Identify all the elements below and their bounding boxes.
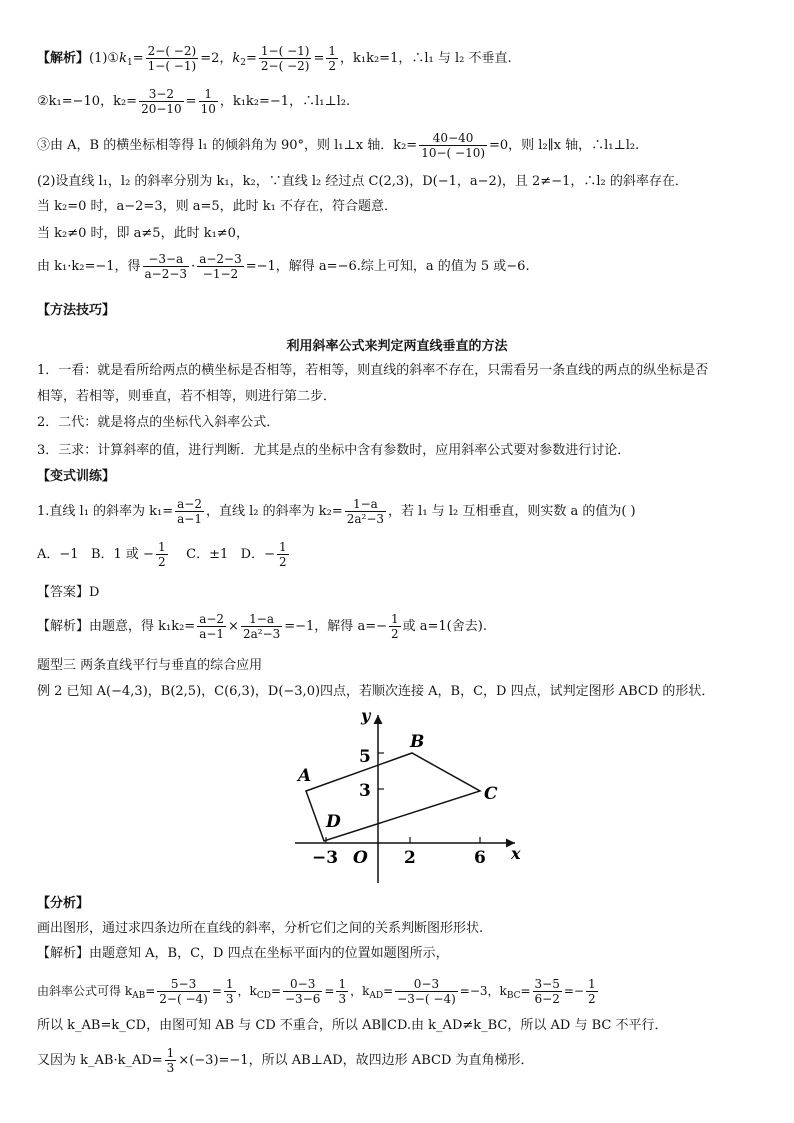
solution-line-2: ②k₁=−10，k₂= $\frac{3-2}{20-10}$ = $\frac{1}{10}$ ，k₁k₂=−1，∴l₁⊥l₂.: [37, 87, 351, 116]
fraction: $\frac{1-a}{\text{2a²−3}}$: [242, 612, 281, 641]
option-a[interactable]: A．−1: [37, 547, 79, 562]
solution-line-5: 当 k₂=0 时，a−2=3，则 a=5，此时 k₁ 不存在，符合题意．: [37, 199, 397, 214]
analysis-text: 画出图形，通过求四条边所在直线的斜率，分析它们之间的关系判断图形形状.: [37, 921, 484, 936]
method-item-2: 2．二代：就是将点的坐标代入斜率公式．: [37, 415, 280, 430]
point-c-label: C: [484, 784, 498, 804]
origin-label: O: [353, 848, 368, 868]
question-1: 1.直线 l₁ 的斜率为 k₁= $\frac{a-2}{a-1}$ ，直线 l₂ 的斜率为 k₂= $\frac{1-a}{\text{2a²−3}}$ ，若 l₁ 与 l₂ 互相垂直，则实数 a 的值为( ): [37, 497, 636, 526]
method-item-3: 3．三求：计算斜率的值，进行判断．尤其是点的坐标中含有参数时，应用斜率公式要对参数进行讨论．: [37, 443, 631, 458]
fraction: $\frac{3-2}{20-10}$: [141, 87, 182, 116]
coordinate-figure: [290, 703, 530, 888]
option-d[interactable]: D．− $\frac{1}{2}$: [240, 540, 287, 569]
variant-label: 【变式训练】: [37, 469, 116, 484]
tick-label-6: 6: [474, 848, 486, 868]
fraction: $\frac{-3-a}{a-2-3}$: [144, 252, 188, 281]
fraction: $\frac{1}{2}$: [328, 44, 336, 73]
options-row: [37, 540, 291, 569]
analysis-section-label: 【分析】: [37, 896, 90, 911]
option-b[interactable]: B．1 或 − $\frac{1}{2}$: [90, 540, 166, 569]
fraction: $\frac{a-2}{a-1}$: [199, 612, 225, 641]
y-axis-label: y: [361, 706, 371, 725]
solution-line-3: ③由 A，B 的横坐标相等得 l₁ 的倾斜角为 90°，则 l₁⊥x 轴．k₂= $\frac{40-40}{10-( -10)}$ =0，则 l₂∥x 轴，∴l₁⊥l₂.: [37, 131, 640, 160]
solution-line-10: 由斜率公式可得 $k_{AB}=$ $\frac{5-3}{2-( -4)}$ = $\frac{1}{3}$ ，$k_{CD}=$ $\frac{0-3}{-3-6}$ = $\frac{1}{3}$ ，$k_{AD}=$ $\frac{0-3}{-3-( -4)}$ =−3，$k_{BC}=$ $\frac{3-5}{6-2}$ =− $\frac{1}{2}$: [37, 977, 596, 1006]
tick-label-3: 3: [359, 781, 371, 801]
option-c[interactable]: C．±1: [186, 547, 229, 562]
tick-label-2: 2: [404, 848, 416, 868]
answer: 【答案】D: [37, 585, 100, 600]
method-title: 利用斜率公式来判定两直线垂直的方法: [286, 339, 508, 354]
method-label: 【方法技巧】: [37, 303, 116, 318]
fraction: $\frac{1}{2}$: [390, 612, 399, 641]
example-2: 例 2 已知 A(−4,3)，B(2,5)，C(6,3)，D(−3,0)四点，若顺次连接 A，B，C，D 四点，试判定图形 ABCD 的形状．: [37, 684, 715, 699]
solution-line-1: 【解析】$(1)①k_1=$ $\frac{2-( -2)}{1-( -1)}$ =2，$k_2=$ $\frac{1-( -1)}{2-( -2)}$ = $\frac{1}{2}$ ，k₁k₂=1，∴l₁ 与 l₂ 不垂直.: [37, 44, 512, 73]
method-item-1-cont: 相等，若相等，则垂直，若不相等，则进行第二步．: [37, 389, 337, 404]
fraction: $\frac{40-40}{10-( -10)}$: [421, 131, 486, 160]
fraction: $\frac{1}{10}$: [200, 87, 216, 116]
point-a-label: A: [298, 766, 312, 786]
solution-line-6: 当 k₂≠0 时，即 a≠5，此时 k₁≠0，: [37, 226, 249, 241]
analysis-label: 【解析】: [37, 51, 90, 66]
solution-line-7: 由 k₁·k₂=−1，得 $\frac{-3-a}{a-2-3}$ · $\frac{a-2-3}{-1-2}$ =−1，解得 a=−6.综上可知，a 的值为 5 或−6.: [37, 252, 530, 281]
fraction: $\frac{1-( -1)}{2-( -2)}$: [260, 44, 310, 73]
fraction: $\frac{a-2}{a-1}$: [177, 497, 202, 526]
topic-heading: 题型三 两条直线平行与垂直的综合应用: [37, 658, 263, 673]
solution-line-8: 【解析】由题意，得 k₁k₂= $\frac{a-2}{a-1}$ × $\frac{1-a}{\text{2a²−3}}$ =−1，解得 a=− $\frac{1}{2}$ 或 a=1(舍去).: [37, 612, 487, 641]
method-item-1: 1．一看：就是看所给两点的横坐标是否相等，若相等，则直线的斜率不存在，只需看另一条直线的两点的纵坐标是否: [37, 363, 709, 378]
solution-line-11: 所以 k_AB=k_CD，由图可知 AB 与 CD 不重合，所以 AB∥CD.由 k_AD≠k_BC，所以 AD 与 BC 不平行．: [37, 1018, 668, 1033]
tick-label-neg3: −3: [312, 848, 339, 868]
fraction: $\frac{a-2-3}{-1-2}$: [199, 252, 242, 281]
fraction: $\frac{1-a}{\text{2a²−3}}$: [346, 497, 385, 526]
solution-line-9: 【解析】由题意知 A，B，C，D 四点在坐标平面内的位置如题图所示，: [37, 946, 449, 961]
solution-line-4: (2)设直线 l₁，l₂ 的斜率分别为 k₁，k₂，∵直线 l₂ 经过点 C(2,3)，D(−1，a−2)，且 2≠−1，∴l₂ 的斜率存在．: [37, 174, 688, 189]
point-d-label: D: [326, 812, 341, 832]
solution-line-12: 又因为 k_AB·k_AD= $\frac{1}{3}$ ×(−3)=−1，所以 AB⊥AD，故四边形 ABCD 为直角梯形．: [37, 1046, 534, 1075]
point-b-label: B: [410, 732, 425, 752]
x-axis-label: x: [511, 844, 521, 863]
tick-label-5: 5: [359, 747, 371, 767]
fraction: $\frac{2-( -2)}{1-( -1)}$: [147, 44, 197, 73]
